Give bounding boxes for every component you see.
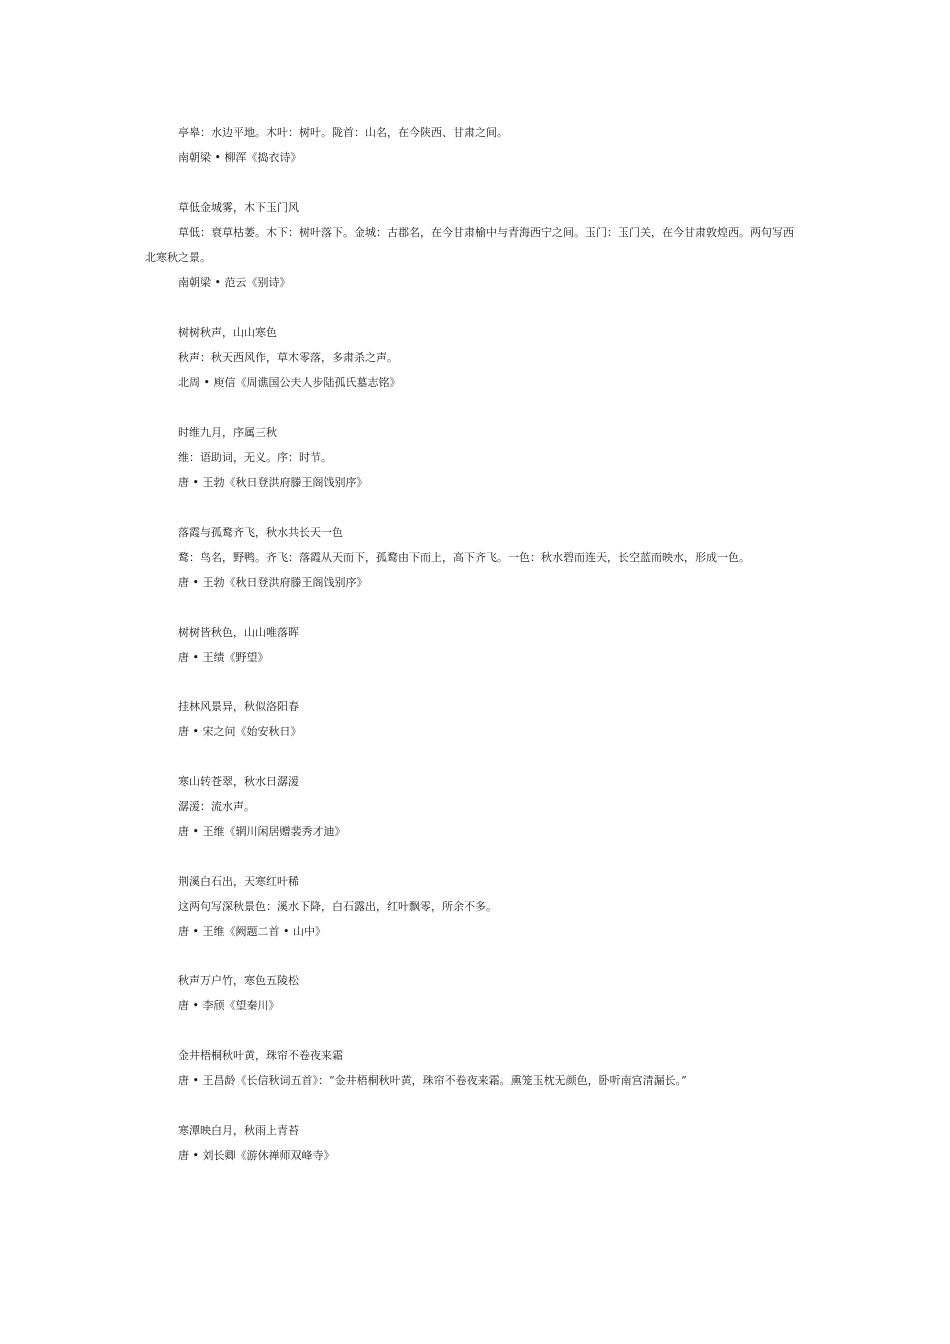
verse-line: 树树秋声，山山寒色 <box>178 326 277 339</box>
verse-line: 挂林风景异，秋似洛阳春 <box>178 700 299 713</box>
verse-line: 寒山转苍翠，秋水日潺湲 <box>178 775 299 788</box>
verse-line: 金井梧桐秋叶黄，珠帘不卷夜来霜 <box>178 1049 343 1062</box>
verse-line: 时维九月，序属三秋 <box>178 426 277 439</box>
verse-line: 草低金城雾，木下玉门风 <box>178 201 299 214</box>
verse-line: 落霞与孤鹜齐飞，秋水共长天一色 <box>178 526 343 539</box>
annotation-line: 亭皋：水边平地。木叶：树叶。陇首：山名，在今陕西、甘肃之间。 <box>178 126 508 139</box>
source-line: 唐 • 刘长卿《游休禅师双峰寺》 <box>178 1149 335 1162</box>
source-line: 唐 • 李颀《望秦川》 <box>178 999 280 1012</box>
source-line: 唐 • 王昌龄《长信秋词五首》：“金井梧桐秋叶黄，珠帘不卷夜来霜。熏笼玉枕无颜色，卧听南宫清漏长。” <box>178 1074 687 1087</box>
annotation-line-continued: 北寒秋之景。 <box>145 251 211 264</box>
source-line: 唐 • 王勃《秋日登洪府滕王阁饯别序》 <box>178 476 368 489</box>
annotation-line: 草低：衰草枯萎。木下：树叶落下。金城：古郡名，在今甘肃榆中与青海西宁之间。玉门：玉门关，在今甘肃敦煌西。两句写西 <box>178 226 794 239</box>
source-line: 北周 • 庾信《周谯国公夫人步陆孤氏墓志铭》 <box>178 376 401 389</box>
source-line: 唐 • 王维《阙题二首 • 山中》 <box>178 925 326 938</box>
source-line: 南朝梁 • 范云《别诗》 <box>178 276 291 289</box>
annotation-line: 秋声：秋天西风作，草木零落，多肃杀之声。 <box>178 351 398 364</box>
source-line: 唐 • 王维《辋川闲居赠裴秀才迪》 <box>178 825 346 838</box>
verse-line: 荆溪白石出，天寒红叶稀 <box>178 875 299 888</box>
verse-line: 寒潭映白月，秋雨上青苔 <box>178 1124 299 1137</box>
annotation-line: 潺湲：流水声。 <box>178 800 255 813</box>
source-line: 唐 • 王勃《秋日登洪府滕王阁饯别序》 <box>178 576 368 589</box>
annotation-line: 这两句写深秋景色：溪水下降，白石露出，红叶飘零，所余不多。 <box>178 900 497 913</box>
verse-line: 树树皆秋色，山山唯落晖 <box>178 626 299 639</box>
annotation-line: 维：语助词，无义。序：时节。 <box>178 451 332 464</box>
annotation-line: 鹜：鸟名，野鸭。齐飞：落霞从天而下，孤鹜由下而上，高下齐飞。一色：秋水碧而连天，长空蓝而映水，形成一色。 <box>178 551 750 564</box>
source-line: 唐 • 王绩《野望》 <box>178 651 269 664</box>
source-line: 唐 • 宋之问《始安秋日》 <box>178 725 302 738</box>
source-line: 南朝梁 • 柳浑《捣衣诗》 <box>178 151 302 164</box>
verse-line: 秋声万户竹，寒色五陵松 <box>178 974 299 987</box>
